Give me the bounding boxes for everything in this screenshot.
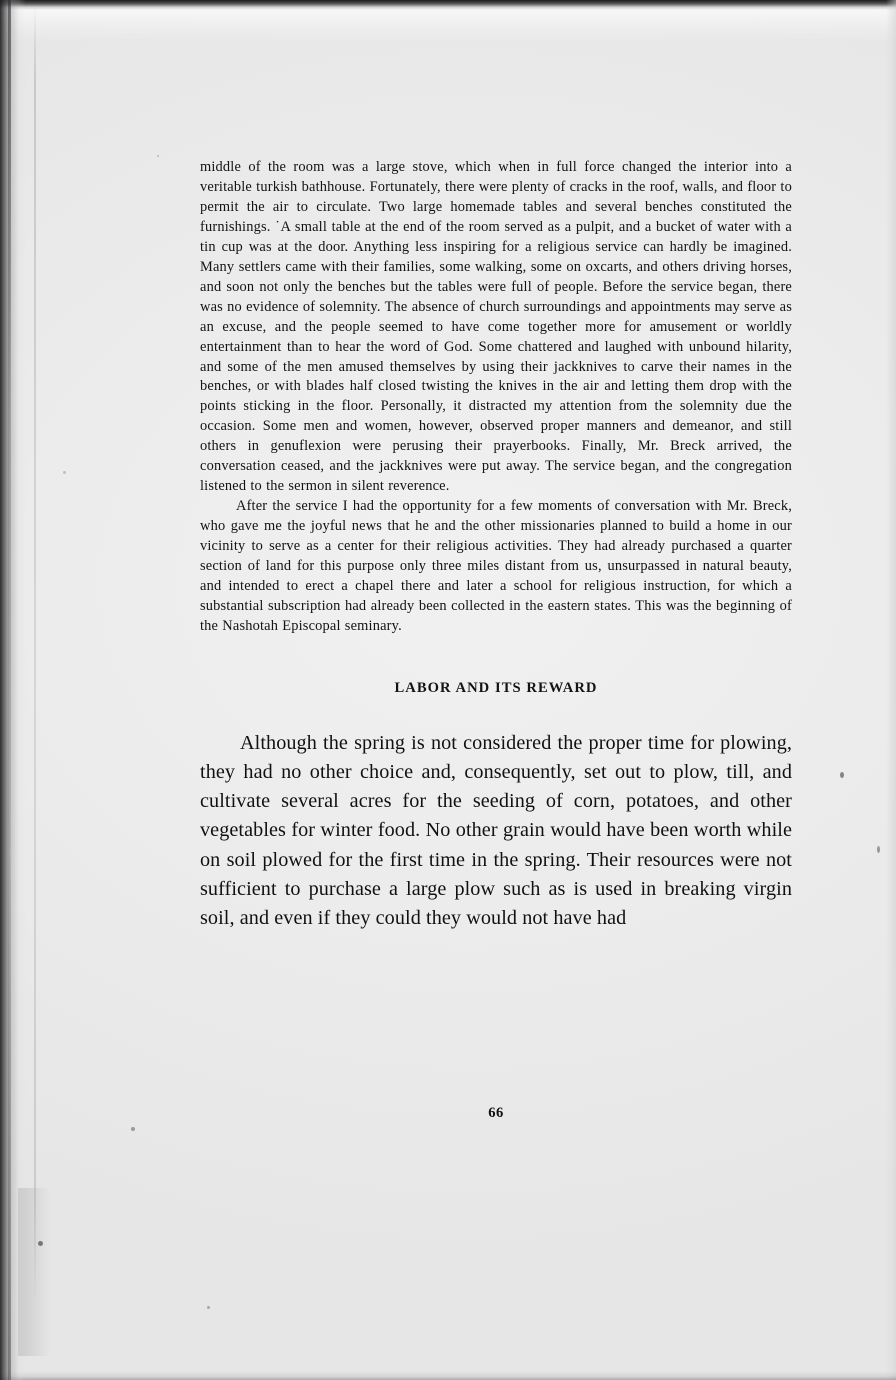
scan-speck	[38, 1241, 43, 1246]
scan-speck	[63, 471, 66, 474]
scan-speck	[877, 846, 880, 853]
scan-speck	[157, 155, 159, 157]
page-number: 66	[488, 1105, 504, 1121]
top-edge-band	[0, 0, 896, 10]
bottom-edge-band	[0, 1371, 896, 1380]
scan-speck	[131, 1127, 135, 1131]
scan-speck	[207, 1306, 210, 1309]
text-column	[200, 158, 792, 1121]
paper-crease-line	[34, 4, 36, 1304]
section-heading: LABOR AND ITS REWARD	[394, 679, 598, 696]
scan-speck	[840, 772, 844, 778]
body-paragraph-1: middle of the room was a large stove, which when in full force changed the interior into a veritable turkish bathhouse. Fortunately, there were plenty of cracks in the roof, walls, and floor to permit the air to circulate. Two large homemade tables and several benches constituted the furnishings. ˙A small table at the end of the room served as a pulpit, and a bucket of water with a tin cup was at the door. Anything less inspiring for a religious service can hardly be imagined. Many settlers came with their families, some walking, some on oxcarts, and others driving horses, and soon not only the benches but the tables were full of people. Before the service began, there was no evidence of solemnity. The absence of church surroundings and appointments may serve as an excuse, and the people seemed to have come together more for amusement or worldly entertainment than to hear the word of God. Some chattered and laughed with unbound hilarity, and some of the men amused themselves by using their jackknives to carve their names in the benches, or with blades half closed twisting the knives in the air and letting them drop with the points sticking in the floor. Personally, it distracted my attention from the solemnity due the occasion. Some men and women, however, observed proper manners and demeanor, and still others in genuflexion were perusing their prayerbooks. Finally, Mr. Breck arrived, the conversation ceased, and the jackknives were put away. The service began, and the congregation listened to the sermon in silent reverence.	[200, 159, 792, 495]
section-text-block	[200, 697, 792, 933]
body-paragraph-2: After the service I had the opportunity for a few moments of conversation with Mr. Breck, who gave me the joyful news that he and the other missionaries planned to build a home in our vicinity to serve as a center for their religious activities. They had already purchased a quarter section of land for this purpose only three miles distant from us, unsurpassed in natural beauty, and intended to erect a chapel there and later a school for religious instruction, for which a substantial subscription had already been collected in the eastern states. This was the beginning of the Nashotah Episcopal seminary.	[200, 498, 792, 634]
top-edge-sheen	[0, 6, 896, 42]
section-paragraph-1: Although the spring is not considered the proper time for plowing, they had no other choice and, consequently, set out to plow, till, and cultivate several acres for the seeding of corn, potatoes, and other vegetables for winter food. No other grain would have been worth while on soil plowed for the first time in the spring. Their resources were not sufficient to purchase a large plow such as is used in breaking virgin soil, and even if they could they would not have had	[200, 731, 792, 930]
right-edge-shade	[886, 0, 896, 1380]
binding-gutter-shadow	[0, 0, 26, 1380]
body-text-block	[200, 158, 792, 637]
